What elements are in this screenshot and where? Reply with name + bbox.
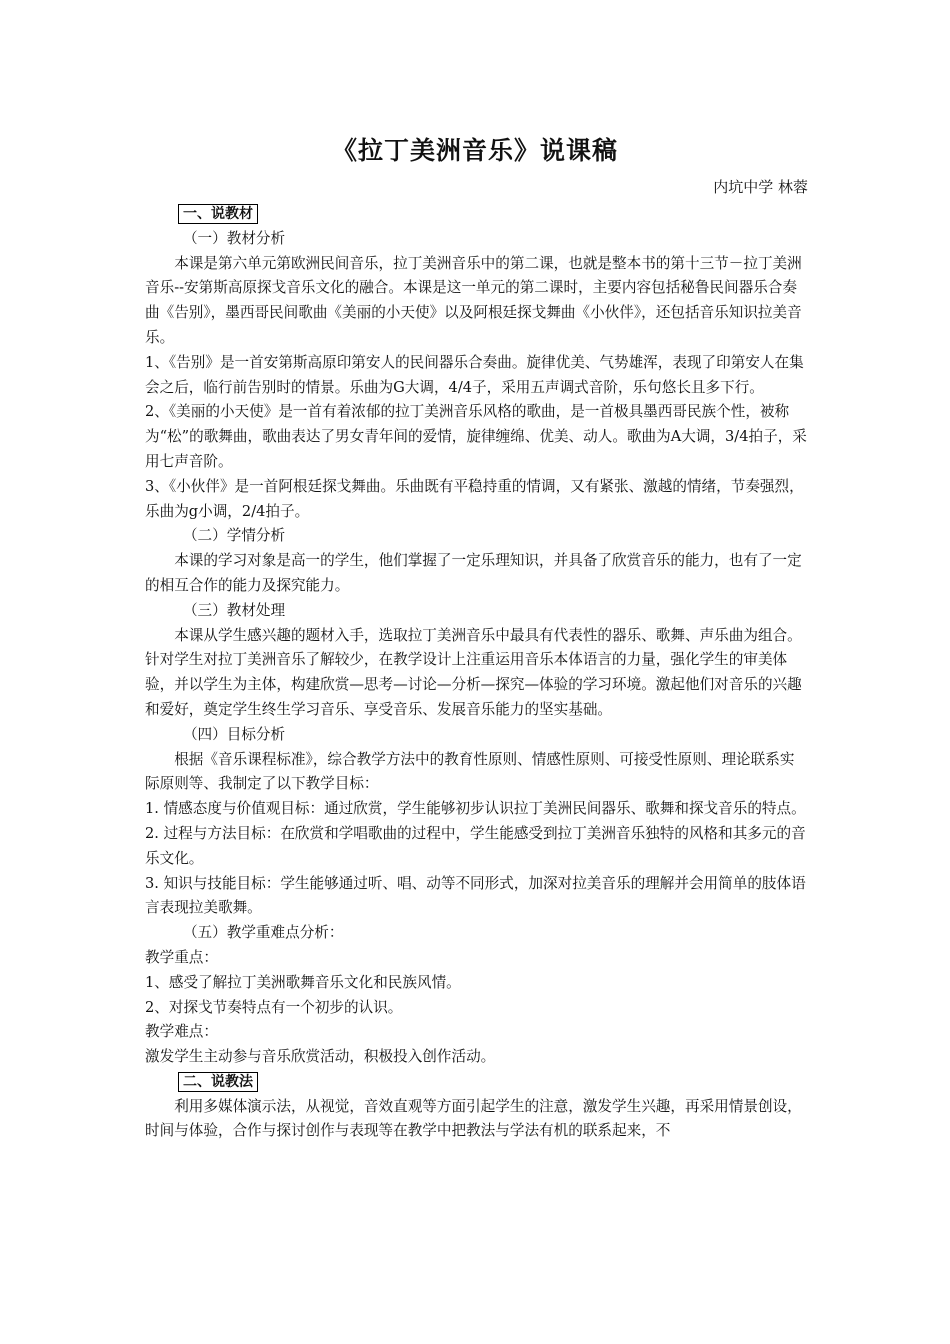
paragraph: 1、《告别》是一首安第斯高原印第安人的民间器乐合奏曲。旋律优美、气势雄浑，表现了印第安人在集会之后，临行前告别时的情景。乐曲为G大调，4/4子，采用五声调式音阶，乐句悠长且多下行。 (145, 353, 804, 396)
section-heading-teaching-material: 一、说教材 (178, 204, 258, 224)
list-item: 1、感受了解拉丁美洲歌舞音乐文化和民族风情。 (145, 973, 461, 991)
section-heading-teaching-method: 二、说教法 (178, 1072, 258, 1092)
subheading-student-analysis: （二）学情分析 (182, 527, 286, 545)
paragraph: 本课从学生感兴趣的题材入手，选取拉丁美洲音乐中最具有代表性的器乐、歌舞、声乐曲为组合。针对学生对拉丁美洲音乐了解较少，在教学设计上注重运用音乐本体语言的力量，强化学生的审美体验，并以学生为主体，构建欣赏—思考—讨论—分析—探究—体验的学习环境。激起他们对音乐的兴趣和爱好，奠定学生终生学习音乐、享受音乐、发展音乐能力的坚实基础。 (145, 626, 802, 718)
paragraph: 教学难点： (145, 1023, 218, 1041)
paragraph: 3、《小伙伴》是一首阿根廷探戈舞曲。乐曲既有平稳持重的情调，又有紧张、激越的情绪，节奏强烈，乐曲为g小调，2/4拍子。 (145, 477, 804, 520)
document-author: 内坑中学 林蓉 (713, 178, 808, 196)
paragraph: 2、《美丽的小天使》是一首有着浓郁的拉丁美洲音乐风格的歌曲，是一首极具墨西哥民族个性，被称为“松”的歌舞曲，歌曲表达了男女青年间的爱情，旋律缠绵、优美、动人。歌曲为A大调，3/4拍子，采用七声音阶。 (145, 403, 807, 470)
subheading-material-analysis: （一）教材分析 (182, 229, 286, 247)
paragraph: 本课是第六单元第欧洲民间音乐，拉丁美洲音乐中的第二课，也就是整本书的第十三节－拉丁美洲音乐--安第斯高原探戈音乐文化的融合。本课是这一单元的第二课时，主要内容包括秘鲁民间器乐合奏曲《告别》，墨西哥民间歌曲《美丽的小天使》以及阿根廷探戈舞曲《小伙伴》，还包括音乐知识拉美音乐。 (145, 254, 802, 346)
paragraph: 教学重点： (145, 948, 218, 966)
subheading-objective-analysis: （四）目标分析 (182, 725, 286, 743)
paragraph: 激发学生主动参与音乐欣赏活动，积极投入创作活动。 (145, 1048, 496, 1066)
subheading-key-points: （五）教学重难点分析： (182, 924, 344, 942)
paragraph: 利用多媒体演示法，从视觉，音效直观等方面引起学生的注意，激发学生兴趣，再采用情景创设，时间与体验，合作与探讨创作与表现等在教学中把教法与学法有机的联系起来，不 (145, 1097, 802, 1140)
paragraph: 本课的学习对象是高一的学生，他们掌握了一定乐理知识，并具备了欣赏音乐的能力，也有了一定的相互合作的能力及探究能力。 (145, 552, 802, 594)
document-body (145, 202, 807, 1144)
list-item: 2、对探戈节奏特点有一个初步的认识。 (145, 998, 403, 1016)
list-item: 1. 情感态度与价值观目标：通过欣赏，学生能够初步认识拉丁美洲民间器乐、歌舞和探戈音乐的特点。 (145, 800, 806, 818)
document-title: 《拉丁美洲音乐》说课稿 (331, 136, 618, 165)
paragraph: 根据《音乐课程标准》，综合教学方法中的教育性原则、情感性原则、可接受性原则、理论联系实际原则等、我制定了以下教学目标： (145, 750, 795, 793)
subheading-material-handling: （三）教材处理 (182, 601, 286, 619)
list-item: 3. 知识与技能目标：学生能够通过听、唱、动等不同形式，加深对拉美音乐的理解并会用简单的肢体语言表现拉美歌舞。 (145, 874, 806, 917)
list-item: 2. 过程与方法目标：在欣赏和学唱歌曲的过程中，学生能感受到拉丁美洲音乐独特的风格和其多元的音乐文化。 (145, 824, 806, 867)
